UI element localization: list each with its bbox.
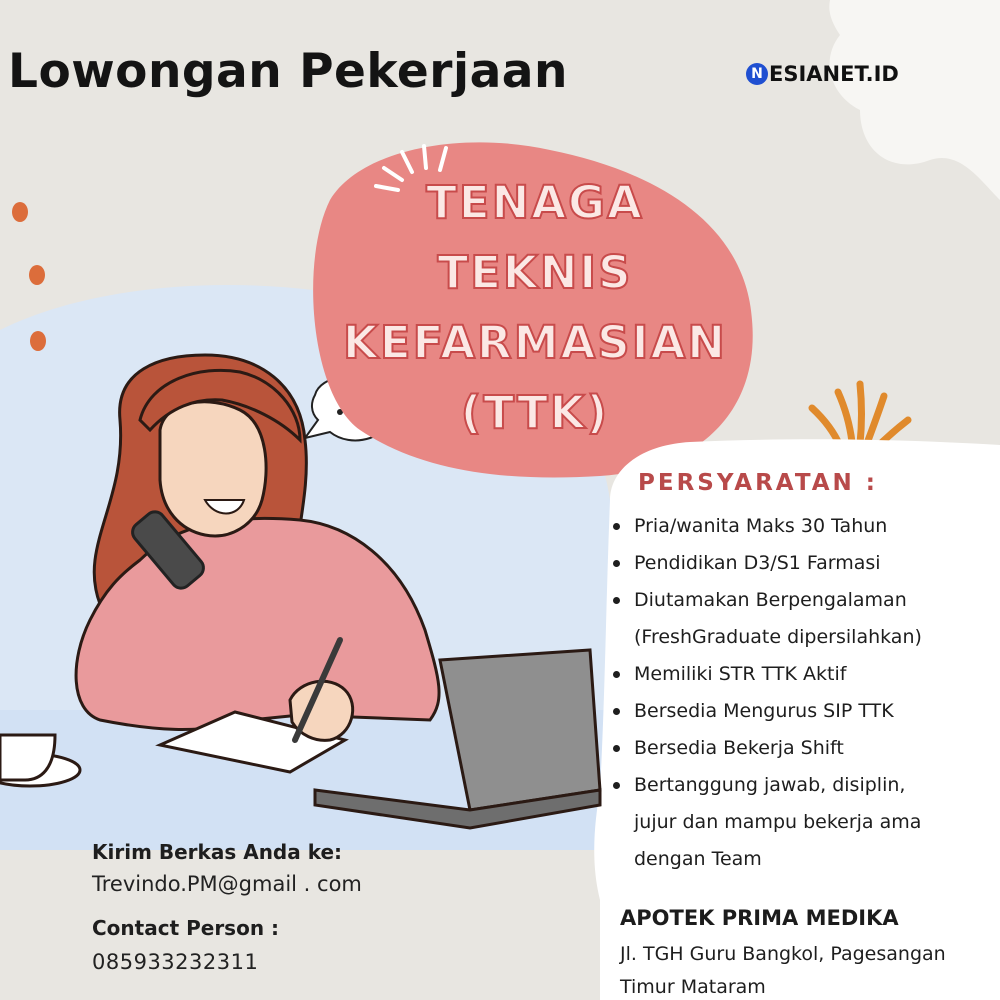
decor-dot-1 — [12, 202, 28, 222]
decor-dot-2 — [29, 265, 45, 285]
position-title-line: TENAGA — [426, 176, 644, 229]
requirements-heading: PERSYARATAN : — [638, 470, 878, 496]
send-application-label: Kirim Berkas Anda ke: — [92, 840, 343, 864]
position-title-line: TEKNIS — [437, 246, 633, 299]
requirement-item — [610, 582, 922, 656]
requirement-text: Memiliki STR TTK Aktif — [634, 663, 847, 685]
contact-person-label: Contact Person : — [92, 916, 280, 940]
position-title — [310, 168, 760, 448]
position-title-line: (TTK) — [460, 386, 610, 439]
page-title: Lowongan Pekerjaan — [8, 44, 568, 99]
requirement-text: dengan Team — [634, 848, 762, 870]
requirement-item — [610, 545, 922, 582]
pharmacy-address-line: Timur Mataram — [620, 976, 766, 998]
pharmacy-address — [620, 938, 1000, 1000]
requirements-list — [610, 508, 922, 878]
brand-logo — [746, 62, 899, 86]
pharmacy-name: APOTEK PRIMA MEDIKA — [620, 906, 899, 930]
requirement-text: Pria/wanita Maks 30 Tahun — [634, 515, 888, 537]
requirement-text: Diutamakan Berpengalaman — [634, 589, 907, 611]
decor-dot-3 — [30, 331, 46, 351]
requirement-text: Pendidikan D3/S1 Farmasi — [634, 552, 881, 574]
brand-name: ESIANET.ID — [769, 62, 899, 86]
position-title-line: KEFARMASIAN — [343, 316, 727, 369]
requirement-item — [610, 767, 922, 878]
requirement-item — [610, 508, 922, 545]
pharmacy-address-line: Jl. TGH Guru Bangkol, Pagesangan — [620, 943, 946, 965]
requirement-item — [610, 656, 922, 693]
requirement-item — [610, 693, 922, 730]
requirement-text: Bertanggung jawab, disiplin, — [634, 774, 906, 796]
laptop — [440, 650, 600, 810]
brand-initial-icon: N — [746, 63, 768, 85]
requirement-text: jujur dan mampu bekerja ama — [634, 811, 922, 833]
face — [160, 402, 266, 536]
application-email[interactable]: Trevindo.PM@gmail . com — [92, 872, 362, 896]
requirement-text: Bersedia Mengurus SIP TTK — [634, 700, 894, 722]
requirement-text: (FreshGraduate dipersilahkan) — [634, 626, 922, 648]
requirement-text: Bersedia Bekerja Shift — [634, 737, 844, 759]
requirement-item — [610, 730, 922, 767]
contact-phone[interactable]: 085933232311 — [92, 950, 259, 974]
